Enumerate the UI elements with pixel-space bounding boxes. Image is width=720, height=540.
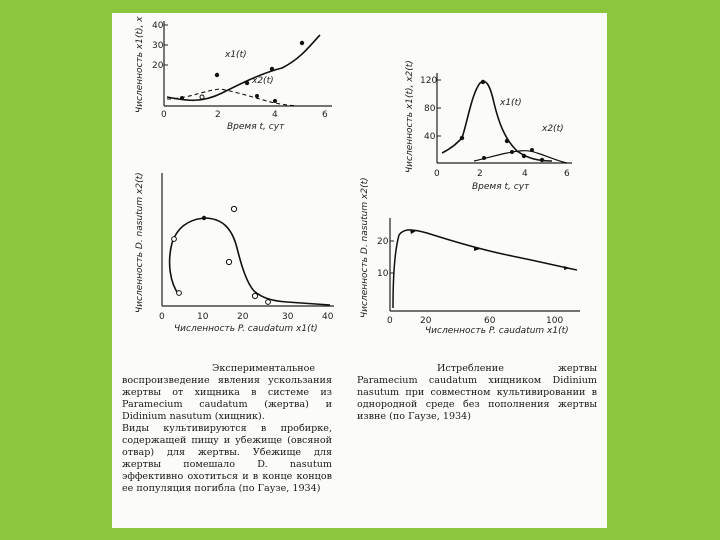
chart-3-xtick-30: 30 (282, 312, 294, 322)
chart-2-point (482, 156, 486, 160)
chart-1-xtick-2: 2 (215, 110, 221, 120)
chart-2-xtick-0: 0 (434, 169, 440, 179)
chart-4-xtick-60: 60 (484, 316, 496, 326)
caption-left-1: Экспериментальное воспроизведение явления ускользания жертвы от хищника в системе из Paramecium caudatum (жертва) и Didinium nasutum (хищник). (122, 363, 332, 422)
chart-2-point (510, 150, 514, 154)
chart-3-point (172, 237, 177, 242)
chart-1-point (245, 81, 249, 85)
chart-1-point (255, 94, 259, 98)
chart-3-xlabel: Численность P. caudatum x1(t) (174, 324, 318, 334)
chart-2-point (481, 80, 485, 84)
chart-2-point (522, 154, 526, 158)
chart-3-point (177, 291, 182, 296)
caption-left-2: Виды культивируются в пробирке, содержащей пищу и убежище (овсяной отвар) для жертвы. Убежище для жертвы помешало D. nasutum эффективно охотиться и в конце концов ее популяция погибла (по Гаузе, 1934) (122, 423, 332, 494)
chart-2-xtick-6: 6 (564, 169, 570, 179)
chart-1-series-label-x2: x2(t) (252, 76, 274, 86)
chart-4-ytick-10: 10 (377, 269, 389, 279)
chart-3-point (252, 293, 257, 298)
chart-2-xtick-4: 4 (522, 169, 528, 179)
chart-2-xtick-2: 2 (477, 169, 483, 179)
chart-2-series-label-x1: x1(t) (500, 98, 522, 108)
chart-1-ytick-40: 40 (152, 21, 164, 31)
chart-4-xlabel: Численность P. caudatum x1(t) (425, 326, 569, 336)
chart-1-series-label-x1: x1(t) (225, 50, 247, 60)
chart-3-xtick-40: 40 (322, 312, 334, 322)
chart-1 (135, 16, 332, 132)
chart-1-ytick-20: 20 (152, 61, 164, 71)
chart-2-xlabel: Время t, сут (472, 182, 530, 192)
chart-2-ytick-120: 120 (420, 76, 438, 86)
scanned-page (112, 13, 607, 528)
chart-3 (135, 172, 334, 334)
chart-2-point (460, 136, 464, 140)
chart-1-point (215, 73, 219, 77)
caption-right (357, 363, 597, 423)
chart-1-point (273, 99, 277, 103)
chart-4 (360, 177, 580, 336)
chart-1-xtick-0: 0 (161, 110, 167, 120)
chart-2 (405, 60, 572, 192)
chart-2-point (530, 148, 534, 152)
chart-4-ylabel: Численность D. nasutum x2(t) (360, 177, 370, 318)
chart-4-arrow (564, 266, 570, 270)
caption-left (122, 363, 332, 495)
chart-2-series-label-x2: x2(t) (542, 124, 564, 134)
chart-3-point (226, 259, 231, 264)
chart-1-point (200, 95, 204, 99)
chart-3-point (231, 206, 236, 211)
chart-2-ylabel: Численность x1(t), x2(t) (405, 60, 415, 173)
chart-4-xtick-20: 20 (420, 316, 432, 326)
chart-3-xtick-10: 10 (197, 312, 209, 322)
chart-1-line-x1 (167, 35, 320, 100)
chart-4-xtick-0: 0 (387, 316, 393, 326)
chart-3-ylabel: Численность D. nasutum x2(t) (135, 172, 145, 313)
chart-1-xlabel: Время t, сут (227, 122, 285, 132)
chart-2-point (540, 158, 544, 162)
chart-3-point (202, 216, 206, 220)
chart-1-xtick-6: 6 (322, 110, 328, 120)
chart-2-ytick-40: 40 (424, 132, 436, 142)
chart-2-ytick-80: 80 (424, 104, 436, 114)
chart-1-ytick-30: 30 (152, 41, 164, 51)
chart-1-point (300, 41, 304, 45)
chart-1-xtick-4: 4 (272, 110, 278, 120)
chart-3-trajectory (170, 218, 330, 305)
chart-2-line-x1 (442, 81, 552, 161)
caption-right-1: Истребление жертвы Paramecium caudatum хищником Didinium nasutum при совместном культивировании в однородной среде без пополнения жертвы извне (по Гаузе, 1934) (357, 363, 597, 422)
chart-1-ylabel: Численность x1(t), x (135, 16, 145, 113)
chart-4-trajectory (393, 230, 577, 308)
chart-3-xtick-0: 0 (159, 312, 165, 322)
chart-1-point (270, 67, 274, 71)
chart-3-xtick-20: 20 (237, 312, 249, 322)
chart-4-xtick-100: 100 (546, 316, 564, 326)
chart-1-point (180, 96, 184, 100)
chart-1-line-x2 (167, 89, 297, 106)
chart-3-point (266, 300, 271, 305)
chart-4-ytick-20: 20 (377, 237, 389, 247)
chart-2-point (505, 139, 509, 143)
